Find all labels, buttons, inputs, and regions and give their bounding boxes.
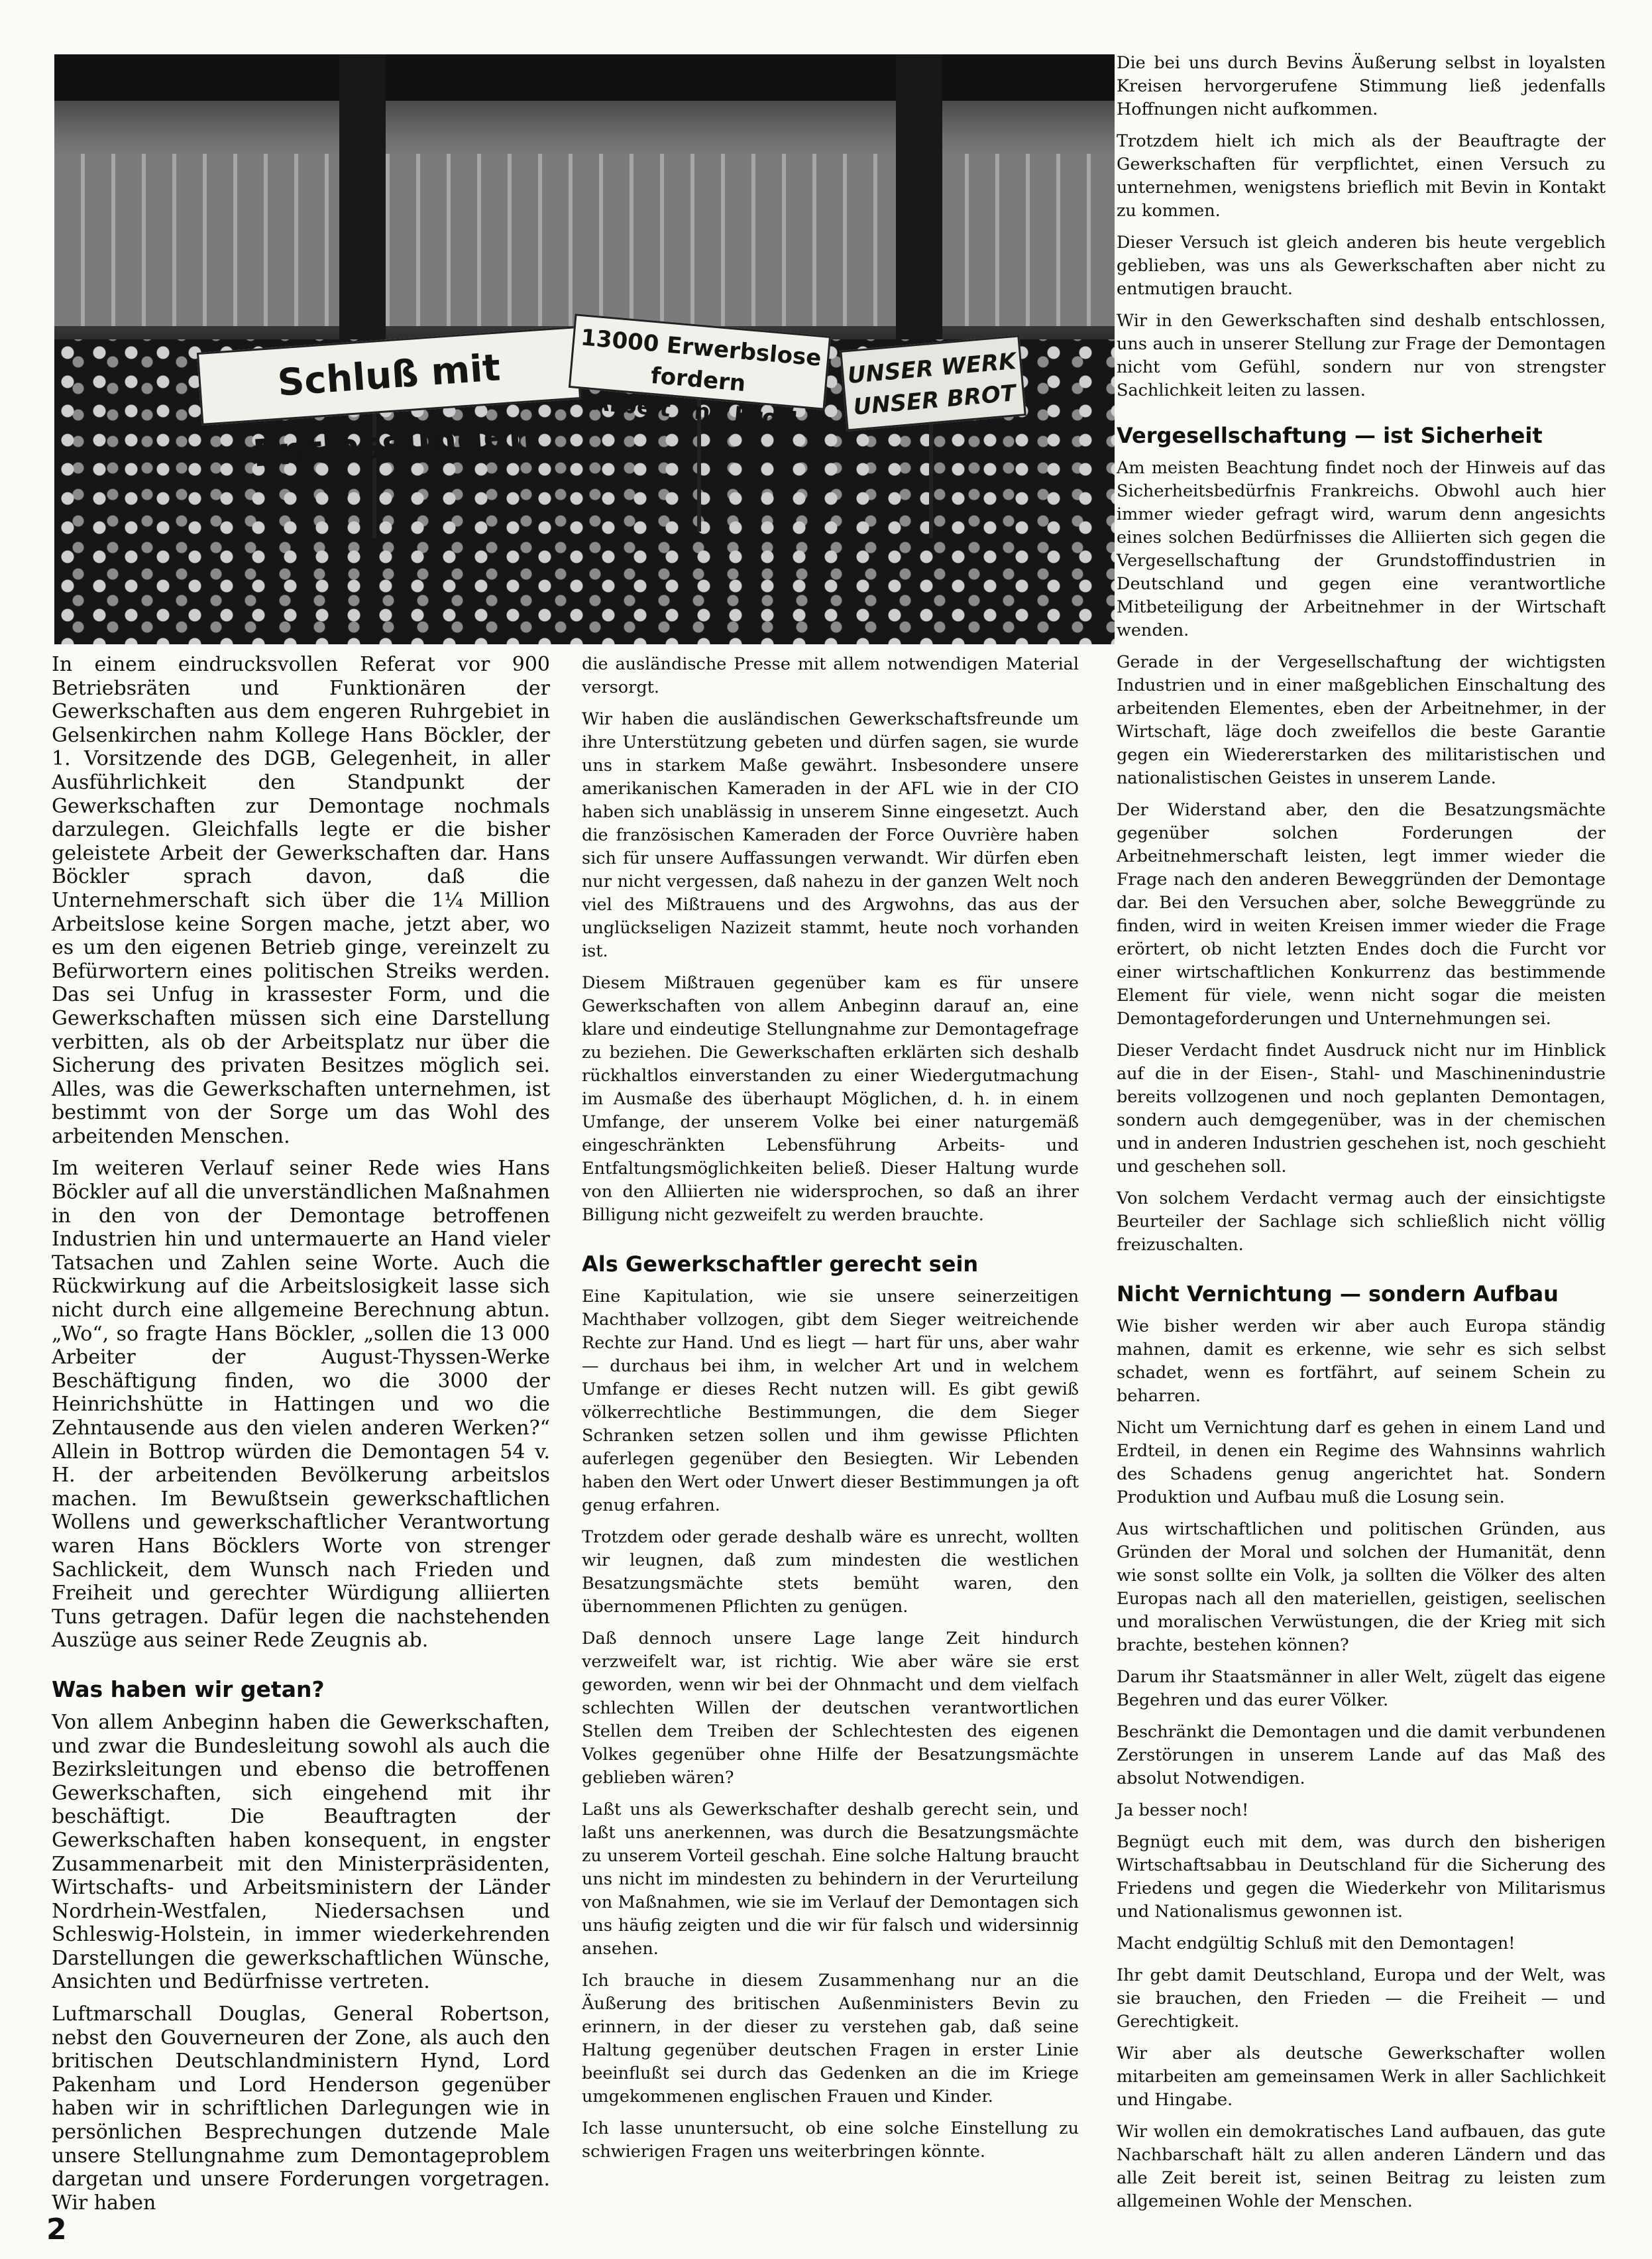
section-heading: Als Gewerkschaftler gerecht sein bbox=[582, 1251, 979, 1277]
section-heading: Vergesellschaftung — ist Sicherheit bbox=[1117, 423, 1543, 448]
article-column-3 bbox=[1117, 52, 1606, 2222]
paragraph: Laßt uns als Gewerkschafter deshalb gerecht sein, und laßt uns anerkennen, was durch die Besatzungsmächte zu unserem Vorteil geschah. Eine solche Haltung braucht uns nicht im mindesten zu behindern in der Verurteilung von Maßnahmen, wie sie im Verlauf der Demontagen sich uns häufig zeigten und die wir für falsch und widersinnig ansehen. bbox=[582, 1800, 1079, 1959]
paragraph: Nicht um Vernichtung darf es gehen in einem Land und Erdteil, in denen ein Regime des Wahnsinns wahrlich des Schadens genug angerichtet hat. Sondern Produktion und Aufbau muß die Losung sein. bbox=[1117, 1418, 1606, 1507]
article-column-1 bbox=[52, 653, 550, 2223]
paragraph: Ihr gebt damit Deutschland, Europa und der Welt, was sie brauchen, den Frieden — die Freiheit — und Gerechtigkeit. bbox=[1117, 1965, 1606, 2032]
paragraph: Von allem Anbeginn haben die Gewerkschaften, und zwar die Bundesleitung sowohl als auch die Bezirksleitungen und ebenso die betroffenen Gewerkschaften, sich eingehend mit ihr beschäftigt. Die Beauftragten der Gewerkschaften haben konsequent, in engster Zusammenarbeit mit den Ministerpräsidenten, Wirtschafts- und Arbeitsministern der Länder Nordrhein-Westfalen, Niedersachsen und Schleswig-Holstein, in immer wiederkehrenden Darstellungen die gewerkschaftlichen Wünsche, Ansichten und Bedürfnisse vertreten. bbox=[52, 1710, 550, 1994]
protest-sign-unser-werk bbox=[840, 335, 1026, 431]
paragraph: Macht endgültig Schluß mit den Demontagen! bbox=[1117, 1934, 1515, 1953]
paragraph: Wir aber als deutsche Gewerkschafter wollen mitarbeiten am gemeinsamen Werk in aller Sachlichkeit und Hingabe. bbox=[1117, 2044, 1606, 2110]
paragraph: Diesem Mißtrauen gegenüber kam es für unsere Gewerkschaften von allem Anbeginn darauf an, eine klare und eindeutige Stellungnahme zur Demontagefrage zu beziehen. Die Gewerkschaften erklärten sich deshalb rückhaltlos einverstanden zu einer Wiedergutmachung im Ausmaße des überhaupt Möglichen, d. h. in einem Umfange, der unserem Volke bei einer naturgemäß eingeschränkten Lebensführung Arbeits- und Entfaltungsmöglichkeiten beließ. Dieser Haltung wurde von den Alliierten nie widersprochen, so daß an ihrer Billigung nicht gezweifelt zu werden brauchte. bbox=[582, 973, 1079, 1225]
paragraph: Trotzdem oder gerade deshalb wäre es unrecht, wollten wir leugnen, daß zum mindesten die westlichen Besatzungsmächte stets bemüht waren, den übernommenen Pflichten zu genügen. bbox=[582, 1527, 1079, 1617]
paragraph: Dieser Verdacht findet Ausdruck nicht nur im Hinblick auf die in der Eisen-, Stahl- und Maschinenindustrie bereits vollzogenen und noch geplanten Demontagen, sondern auch demgegenüber, was in der chemischen und in anderen Industrien geschehen ist, noch geschieht und geschehen soll. bbox=[1117, 1041, 1606, 1177]
page-number: 2 bbox=[46, 2213, 67, 2246]
protest-sign-text: UNSER BROT bbox=[852, 380, 1017, 421]
protest-sign-erwerbslose bbox=[569, 314, 831, 434]
paragraph: Darum ihr Staatsmänner in aller Welt, zügelt das eigene Begehren und das eurer Völker. bbox=[1117, 1667, 1606, 1710]
paragraph: Eine Kapitulation, wie sie unsere seinerzeitigen Machthaber vollzogen, gibt dem Sieger weitreichende Rechte zur Hand. Und es liegt — hart für uns, aber wahr — durchaus bei ihm, in welcher Art und in welchem Umfange er dieses Recht nutzen will. Es gibt gewiß völkerrechtliche Bestimmungen, die dem Sieger Schranken setzen sollen und ihm gewisse Pflichten auferlegen gegenüber den Besiegten. Wir Lebenden haben den Wert oder Unwert dieser Bestimmungen ja oft genug erfahren. bbox=[582, 1287, 1079, 1515]
section-heading: Nicht Vernichtung — sondern Aufbau bbox=[1117, 1281, 1559, 1306]
paragraph: Die bei uns durch Bevins Äußerung selbst in loyalsten Kreisen hervorgerufene Stimmung ließ jedenfalls Hoffnungen nicht aufkommen. bbox=[1117, 53, 1606, 119]
paragraph: Wir in den Gewerkschaften sind deshalb entschlossen, uns auch in unserer Stellung zur Frage der Demontagen nicht vom Gefühl, sondern nur von strengster Sachlichkeit leiten zu lassen. bbox=[1117, 311, 1606, 400]
photo-building bbox=[54, 154, 1115, 326]
paragraph: Wir wollen ein demokratisches Land aufbauen, das gute Nachbarschaft hält zu allen anderen Ländern und das alle Zeit bereit ist, seinen Beitrag zu leisten zum allgemeinen Wohle der Menschen. bbox=[1117, 2122, 1606, 2211]
demonstration-photo bbox=[54, 54, 1115, 644]
paragraph: In einem eindrucksvollen Referat vor 900 Betriebsräten und Funktionären der Gewerkschaften aus dem engeren Ruhrgebiet in Gelsenkirchen nahm Kollege Hans Böckler, der 1. Vorsitzende des DGB, Gelegenheit, in aller Ausführlichkeit den Standpunkt der Gewerkschaften zur Demontage nochmals darzulegen. Gleichfalls legte er die bisher geleistete Arbeit der Gewerkschaften dar. Hans Böckler sprach davon, daß die Unternehmerschaft sich über die 1¼ Million Arbeitslose keine Sorgen mache, jetzt aber, wo es um den eigenen Betrieb ginge, vereinzelt zu Befürwortern eines politischen Streiks werden. Das sei Unfug in krassester Form, und die Gewerkschaften müssen sich eine Darstellung verbitten, als ob der Arbeitsplatz nur über die Sicherung des privaten Besitzes möglich sei. Alles, was die Gewerkschaften unternehmen, ist bestimmt von der Sorge um das Wohl des arbeitenden Menschen. bbox=[52, 653, 550, 1148]
photo-roof bbox=[54, 54, 1115, 101]
paragraph: Trotzdem hielt ich mich als der Beauftragte der Gewerkschaften für verpflichtet, einen Versuch zu unternehmen, wenigstens brieflich mit Bevin in Kontakt zu kommen. bbox=[1117, 131, 1606, 221]
sign-pole bbox=[929, 419, 933, 538]
paragraph: Luftmarschall Douglas, General Robertson, nebst den Gouverneuren der Zone, als auch den britischen Deutschlandministern Hynd, Lord Pakenham und Lord Henderson gegenüber haben wir in schriftlichen Darlegungen wie in persönlichen Besprechungen dutzende Male unsere Stellungnahme zum Demontageproblem dargetan und unsere Forderungen vorgetragen. Wir haben bbox=[52, 2002, 550, 2215]
protest-sign-text: Arbeit und Brot! bbox=[591, 389, 800, 434]
paragraph: Gerade in der Vergesellschaftung der wichtigsten Industrien und in einer maßgeblichen Einschaltung des arbeitenden Elementes, eben der Arbeitnehmer, in der Wirtschaft, läge doch zweifellos die beste Garantie gegen ein Wiedererstarken des militaristischen und nationalistischen Geistes in unserem Lande. bbox=[1117, 652, 1606, 788]
paragraph: Im weiteren Verlauf seiner Rede wies Hans Böckler auf all die unverständlichen Maßnahmen in den von der Demontage betroffenen Industrien hin und untermauerte an Hand vieler Tatsachen und Zahlen seine Worte. Auch die Rückwirkung auf die Arbeitslosigkeit lasse sich nicht durch eine allgemeine Berechnung abtun. „Wo“, so fragte Hans Böckler, „sollen die 13 000 Arbeiter der August-Thyssen-Werke Beschäftigung finden, wo die 3000 der Heinrichshütte in Hattingen und wo die Zehntausende aus den vielen anderen Werken?“ Allein in Bottrop würden die Demontagen 54 v. H. der arbeitenden Bevölkerung arbeitslos machen. Im Bewußtsein gewerkschaftlichen Wollens und gewerkschaftlicher Verantwortung waren Hans Böcklers Worte von strenger Sachlickeit, dem Wunsch nach Frieden und Freiheit und gerechter Würdigung alliierten Tuns getragen. Dafür legen die nachstehenden Auszüge aus seiner Rede Zeugnis ab. bbox=[52, 1157, 550, 1652]
paragraph: Am meisten Beachtung findet noch der Hinweis auf das Sicherheitsbedürfnis Frankreichs. Obwohl auch hier immer wieder gefragt wird, warum denn angesichts eines solchen Bedürfnisses die Alliierten sich gegen die Vergesellschaftung der Grundstoffindustrien in Deutschland und gegen eine verantwortliche Mitbeteiligung der Arbeitnehmer in der Wirtschaft wenden. bbox=[1117, 458, 1606, 640]
paragraph: Ja besser noch! bbox=[1117, 1800, 1249, 1820]
paragraph: Ich lasse ununtersucht, ob eine solche Einstellung zu schwierigen Fragen uns weiterbringen könnte. bbox=[582, 2118, 1079, 2162]
paragraph: Der Widerstand aber, den die Besatzungsmächte gegenüber solchen Forderungen der Arbeitnehmerschaft leisten, legt immer wieder die Frage nach den anderen Beweggründen der Demontage dar. Bei den Versuchen aber, solche Beweggründe zu finden, wird in weiten Kreisen immer wieder die Frage erörtert, ob nicht letzten Endes doch die Furcht vor einer wirtschaftlichen Konkurrenz das bestimmende Element für viele, wenn nicht sogar die meisten Demontageforderungen und Unternehmungen sei. bbox=[1117, 800, 1606, 1029]
protest-sign-text: 13000 Erwerbslose fordern bbox=[579, 324, 823, 398]
paragraph: Von solchem Verdacht vermag auch der einsichtigste Beurteiler der Sachlage sich schließlich nicht völlig freizuschalten. bbox=[1117, 1188, 1606, 1255]
paragraph: Daß dennoch unsere Lage lange Zeit hindurch verzweifelt war, ist richtig. Wie aber wäre sie erst geworden, wenn wir bei der Ohnmacht und dem vielfach schlechten Willen der deutschen verantwortlichen Stellen dem Treiben der Schlechtesten des eigenen Volkes gegenüber ohne Hilfe der Besatzungsmächte geblieben wären? bbox=[582, 1629, 1079, 1788]
article-column-2 bbox=[582, 653, 1079, 2172]
paragraph: Wie bisher werden wir aber auch Europa ständig mahnen, damit es erkenne, wie sehr es sich selbst schadet, wenn es fortfährt, auf seinem Schein zu beharren. bbox=[1117, 1316, 1606, 1406]
paragraph: Beschränkt die Demontagen und die damit verbundenen Zerstörungen in unserem Lande auf das Maß des absolut Notwendigen. bbox=[1117, 1722, 1606, 1788]
paragraph: Aus wirtschaftlichen und politischen Gründen, aus Gründen der Moral und solchen der Humanität, denn wie sonst sollte ein Volk, ja sollten die Völker des alten Europas nach all den materiellen, geistigen, seelischen und moralischen Verwüstungen, die der Krieg mit sich brachte, bestehen können? bbox=[1117, 1519, 1606, 1655]
paragraph: Begnügt euch mit dem, was durch den bisherigen Wirtschaftsabbau in Deutschland für die Sicherung des Friedens und gegen die Wiederkehr von Militarismus und Nationalismus gewonnen ist. bbox=[1117, 1832, 1606, 1922]
section-heading: Was haben wir getan? bbox=[52, 1676, 325, 1702]
paragraph: die ausländische Presse mit allem notwendigen Material versorgt. bbox=[582, 654, 1079, 697]
protest-sign-text: UNSER WERK bbox=[846, 348, 1017, 390]
paragraph: Dieser Versuch ist gleich anderen bis heute vergeblich geblieben, was uns als Gewerkschaften aber nicht zu entmutigen braucht. bbox=[1117, 233, 1606, 299]
protest-sign-text: Schluß mit Entlassungen bbox=[251, 346, 537, 476]
paragraph: Wir haben die ausländischen Gewerkschaftsfreunde um ihre Unterstützung gebeten und dürfen sagen, sie wurde uns in starkem Maße gewährt. Insbesondere unsere amerikanischen Kameraden in der AFL wie in der CIO haben sich unablässig in unserem Sinne eingesetzt. Auch die französischen Kameraden der Force Ouvrière haben sich für unsere Auffassungen verwandt. Wir dürfen eben nur nicht vergessen, daß nahezu in der ganzen Welt noch viel des Mißtrauens und des Argwohns, das aus der unglückseligen Nazizeit stammt, heute noch vorhanden ist. bbox=[582, 709, 1079, 961]
paragraph: Ich brauche in diesem Zusammenhang nur an die Äußerung des britischen Außenministers Bevin zu erinnern, in der dieser zu verstehen gab, daß seine Haltung gegenüber deutschen Fragen in erster Linie beeinflußt sei durch das Gedenken an die im Kriege umgekommenen englischen Frauen und Kinder. bbox=[582, 1971, 1079, 2107]
